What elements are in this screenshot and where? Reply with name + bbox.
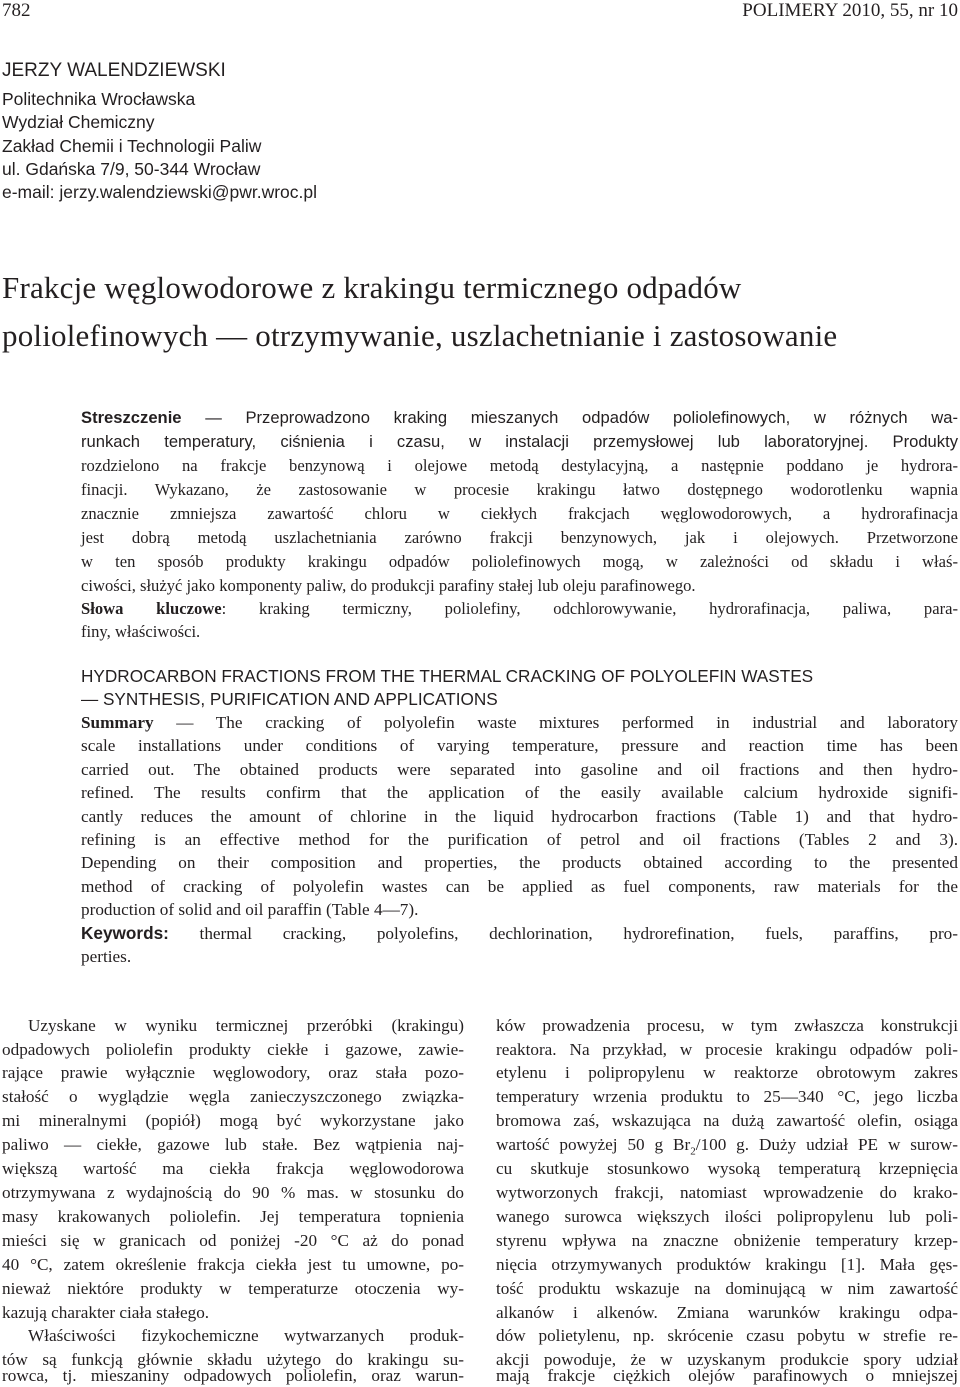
summary-label: Summary (81, 713, 154, 732)
abstract-pl-line: znacznie zmniejsza zawartość chloru w ciekłych frakcjach węglowodorowych, a hydrorafinacja (81, 504, 958, 523)
body-left-line: masy krakowanych poliolefin. Jej temperatura topnienia (2, 1207, 464, 1226)
summary-line: refining is an effective method for the purification of petrol and oil fractions (Tables 2 and 3). (81, 830, 958, 849)
body-left-line: rowca, tj. mieszaniny odpadowych poliolefin, oraz warun- (2, 1366, 464, 1385)
body-right-line: reaktora. Na przykład, w procesie krakingu odpadów poli- (496, 1040, 958, 1059)
body-left-line: stałość o wyglądzie węgla zanieczyszczonego związka- (2, 1087, 464, 1106)
keywords-pl-label: Słowa kluczowe (81, 599, 222, 618)
body-right-line: dów polietylenu, np. skrócenie czasu pobytu w strefie re- (496, 1326, 958, 1345)
body-right-line: cu skutkuje stosunkowo wysoką temperaturą krzepnięcia (496, 1159, 958, 1178)
summary-line: production of solid and oil paraffin (Table 4—7). (81, 900, 419, 919)
english-title-line-2: — SYNTHESIS, PURIFICATION AND APPLICATIONS (81, 689, 498, 709)
bromine-subscript: 2 (690, 1145, 696, 1158)
affiliation-faculty: Wydział Chemiczny (2, 112, 155, 132)
keywords-en-line: Keywords: thermal cracking, polyolefins, dechlorination, hydrorefination, fuels, paraffins, pro- (81, 923, 958, 943)
abstract-pl-line: rozdzielono na frakcje benzynową i olejowe metodą destylacyjną, a następnie poddano je hydrora- (81, 456, 958, 475)
article-title-line-2: poliolefinowych — otrzymywanie, uszlachetnianie i zastosowanie (2, 318, 838, 353)
abstract-pl-line: runkach temperatury, ciśnienia i czasu, w instalacji przemysłowej lub laboratoryjnej. Produkty (81, 432, 958, 451)
keywords-pl-line: finy, właściwości. (81, 622, 201, 641)
abstract-pl-line: finacji. Wykazano, że zastosowanie w procesie krakingu łatwo dostępnego wodorotlenku wapnia (81, 480, 958, 499)
body-right-line: wanego surowca większych ilości polipropylenu lub poli- (496, 1207, 958, 1226)
body-right-line: mają frakcje ciężkich olejów parafinowych o mniejszej (496, 1366, 958, 1385)
abstract-pl-label: Streszczenie (81, 408, 182, 427)
body-right-line: tość produktu wskazuje na dominującą w nim zawartość (496, 1279, 958, 1298)
affiliation-university: Politechnika Wrocławska (2, 89, 196, 109)
body-left-line: paliwo — ciekłe, gazowe lub stałe. Bez wątpienia naj- (2, 1135, 464, 1154)
body-left-line: 40 °C, zatem określenie frakcja ciekła jest tu umowne, po- (2, 1255, 464, 1274)
abstract-pl-line: w ten sposób produkty krakingu odpadów poliolefinowych mogą, w zależności od składu i właś- (81, 552, 958, 571)
body-left-line: nieważ niektóre produkty w temperaturze otoczenia wy- (2, 1279, 464, 1298)
body-left-line: tów są funkcją głównie składu użytego do krakingu su- (2, 1350, 464, 1369)
body-left-line: większą wartość ma ciekła frakcja węglowodorowa (2, 1159, 464, 1178)
affiliation-department: Zakład Chemii i Technologii Paliw (2, 136, 262, 156)
body-right-line: akcji powoduje, że w uzyskanym produkcie spory udział (496, 1350, 958, 1369)
author-name: JERZY WALENDZIEWSKI (2, 60, 226, 81)
article-title-line-1: Frakcje węglowodorowe z krakingu termicznego odpadów (2, 270, 742, 305)
body-left-line: rające prawie wyłącznie węglowodory, oraz stała pozo- (2, 1063, 464, 1082)
body-right-line: alkanów i alkenów. Zmiana warunków krakingu odpa- (496, 1303, 958, 1322)
summary-line: method of cracking of polyolefin wastes can be applied as fuel components, raw materials for the (81, 877, 958, 896)
body-right-line: bromowa zaś, wskazująca na dużą zawartość olefin, osiąga (496, 1111, 958, 1130)
body-right-line: styrenu wpływa na znaczne obniżenie temperatury krzep- (496, 1231, 958, 1250)
summary-line: refined. The results confirm that the application of the easily available calcium hydroxide signifi- (81, 783, 958, 802)
body-left-line: mieści się w granicach od poniżej -20 °C aż do ponad (2, 1231, 464, 1250)
body-left-line: mi mineralnymi (popiół) mogą być wykorzystane jako (2, 1111, 464, 1130)
keywords-en-label: Keywords: (81, 923, 169, 943)
summary-line: Depending on their composition and properties, the products obtained according to the presented (81, 853, 958, 872)
page-number: 782 (2, 0, 31, 21)
english-title-line-1: HYDROCARBON FRACTIONS FROM THE THERMAL CRACKING OF POLYOLEFIN WASTES (81, 666, 814, 686)
affiliation-address: ul. Gdańska 7/9, 50-344 Wrocław (2, 159, 261, 179)
summary-line: carried out. The obtained products were separated into gasoline and oil fractions and then hydro- (81, 760, 958, 779)
body-left-line: Uzyskane w wyniku termicznej przeróbki (krakingu) (28, 1016, 464, 1035)
body-right-line: wartość powyżej 50 g $Br_2/100$ g. Duży udział PE w surow- (496, 1135, 958, 1158)
body-left-line: odpadowych poliolefin produkty ciekłe i gazowe, zawie- (2, 1040, 464, 1059)
summary-line: cantly reduces the amount of chlorine in the liquid hydrocarbon fractions (Table 1) and that hydro- (81, 807, 958, 826)
body-left-line: kazują charakter ciała stałego. (2, 1303, 210, 1322)
keywords-en-line: perties. (81, 947, 132, 966)
summary-line: scale installations under conditions of varying temperature, pressure and reaction time has been (81, 736, 958, 755)
abstract-pl-line: Streszczenie — Przeprowadzono kraking mieszanych odpadów poliolefinowych, w różnych wa- (81, 408, 958, 427)
body-left-line: otrzymywana z wydajnością do 90 % mas. w stosunku do (2, 1183, 464, 1202)
body-left-line: Właściwości fizykochemiczne wytwarzanych produk- (28, 1326, 464, 1345)
summary-line: Summary — The cracking of polyolefin waste mixtures performed in industrial and laboratory (81, 713, 958, 732)
body-right-line: ków prowadzenia procesu, w tym zwłaszcza konstrukcji (496, 1016, 958, 1035)
author-email: e-mail: jerzy.walendziewski@pwr.wroc.pl (2, 182, 318, 202)
body-right-line: etylenu i polipropylenu w reaktorze obrotowym zakres (496, 1063, 958, 1082)
body-right-line: temperatury wrzenia produktu to 25—340 °C, jego liczba (496, 1087, 958, 1106)
abstract-pl-line: jest dobrą metodą uszlachetniania zarówno frakcji benzynowych, jak i olejowych. Przetworzone (81, 528, 958, 547)
body-right-line: nięcia otrzymywanych produktów krakingu [1]. Mała gęs- (496, 1255, 958, 1274)
keywords-pl-line: Słowa kluczowe: kraking termiczny, poliolefiny, odchlorowywanie, hydrorafinacja, paliwa, para- (81, 599, 958, 618)
body-right-line: wytworzonych frakcji, natomiast wprowadzenie do krako- (496, 1183, 958, 1202)
abstract-pl-line: ciwości, służyć jako komponenty paliw, do produkcji parafiny stałej lub oleju parafinowego. (81, 576, 696, 595)
journal-reference: POLIMERY 2010, 55, nr 10 (742, 0, 958, 21)
